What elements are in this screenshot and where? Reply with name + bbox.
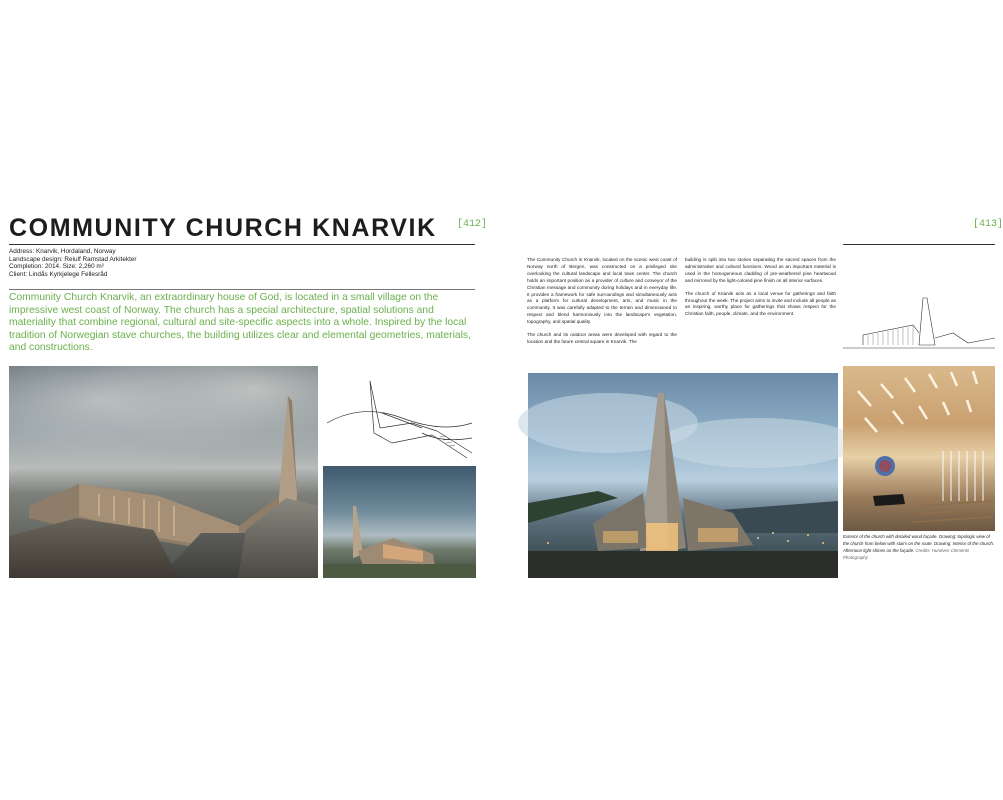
- church-side-photo: [323, 466, 476, 578]
- page-number-left: [412]: [457, 219, 488, 230]
- church-interior-graphic: [843, 366, 995, 531]
- church-side-graphic: [323, 466, 476, 578]
- body-column-1: [527, 257, 677, 352]
- body-column-2: [685, 257, 836, 324]
- church-night-graphic: [528, 373, 838, 578]
- caption-credit: Credits: Hundven Clements Photography: [843, 547, 970, 560]
- page-number-right: [413]: [973, 219, 1003, 230]
- church-exterior-photo: [9, 366, 318, 578]
- col1-para-2: The church and its outdoor areas were developed with regard to the location and the future central square in Knarvik. The: [527, 332, 677, 344]
- col2-para-2: The church of Knarvik acts as a local venue for gatherings and faith throughout the week. The project aims to invite and include all people as an inspiring, worthy place for gatherings that shows respect for the Christian faith, people, climate, and the environment.: [685, 290, 836, 317]
- sketch-graphic: [322, 373, 475, 461]
- meta-client: Client: Lindås Kyrkjelege Fellesråd: [9, 270, 108, 278]
- meta-rule: [9, 289, 475, 290]
- church-interior-photo: [843, 366, 995, 531]
- church-night-photo: [528, 373, 838, 578]
- page-title: COMMUNITY CHURCH KNARVIK: [9, 214, 437, 242]
- intro-paragraph: Community Church Knarvik, an extraordinary house of God, is located in a small village on the impressive west coast of Norway. The church has a special architecture, spatial solutions and materiality that combine regional, cultural and site-specific aspects into a whole. Inspired by the local tradition of Norwegian stave churches, the building utilizes clear and elemental geometries, materials, and constructions.: [9, 292, 471, 354]
- church-elevation-drawing: [843, 293, 995, 361]
- project-meta: [9, 248, 137, 278]
- meta-completion: Completion: 2014. Size: 2,260 m²: [9, 263, 104, 271]
- meta-address: Address: Knarvik, Hordaland, Norway: [9, 248, 116, 255]
- caption-text: Exterior of the church with detailed wood façade. Drawing: topologic view of the church from below with stairs on the route. Drawing: Interior of the church. Afternoon light shines on the façade.: [843, 534, 995, 553]
- photo-caption: [843, 534, 995, 562]
- title-rule: [9, 244, 475, 245]
- col2-para-1: building is split into two stories separating the sacred spaces from the administrative and cultural functions. Wood as an important material is used in the homogeneous cladding of pre-weathered pine heartwood and mirrored by the light-colored pine finish on all interior surfaces.: [685, 257, 836, 283]
- col1-para-1: The Community Church in Knarvik, located on the scenic west coast of Norway north of Bergen, was constructed on a privileged site overlooking the cultural landscape and local town center. The church holds an important position as a provider of culture and conveyor of the Christian message and community during holidays and in everyday life. It provides a framework for safe surroundings and simultaneously acts as a platform for cultural development, arts, and music in the community. It was carefully adapted to the terrain and dimensioned to respect and blend harmoniously into the landscape's vegetation, topography, and spatial quality.: [527, 257, 677, 325]
- elevation-graphic: [843, 293, 995, 361]
- right-rule: [843, 244, 995, 245]
- meta-landscape: Landscape design: Reiulf Ramstad Arkitekter: [9, 255, 137, 263]
- church-sketch-drawing: [322, 373, 475, 461]
